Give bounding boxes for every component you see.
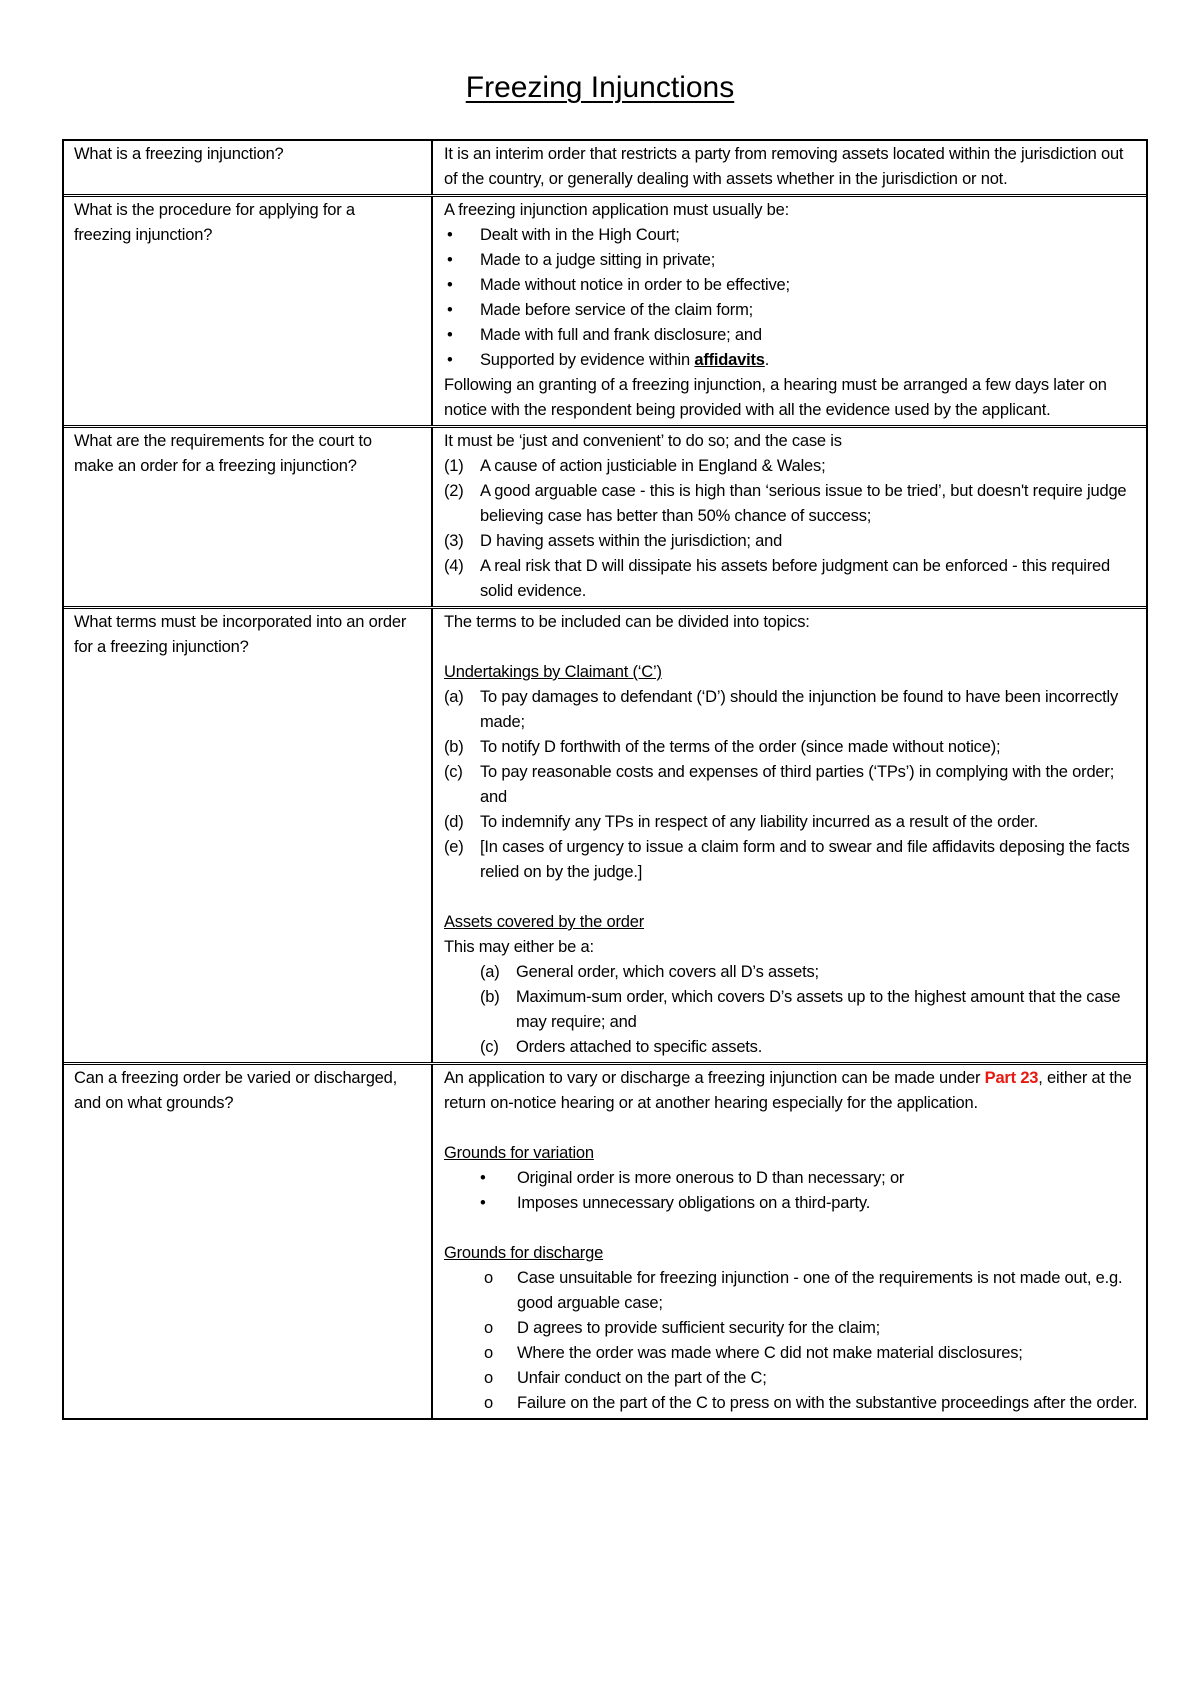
text-segment: An application to vary or discharge a freezing injunction can be made under — [444, 1069, 985, 1087]
table-row — [64, 425, 1146, 606]
list-item-text: [In cases of urgency to issue a claim form and to swear and file affidavits deposing the facts relied on by the judge.] — [480, 838, 1130, 881]
list-item-text: A cause of action justiciable in England & Wales; — [480, 457, 826, 475]
circle-bullet-icon: o — [484, 1344, 493, 1362]
circle-bullet-icon: o — [484, 1319, 493, 1337]
list-item — [444, 760, 1138, 810]
list-marker: (1) — [444, 457, 464, 475]
list-item-text: Where the order was made where C did not make material disclosures; — [517, 1344, 1023, 1362]
list-marker: (4) — [444, 557, 464, 575]
section-heading: Assets covered by the order — [444, 913, 645, 931]
list-item — [444, 454, 1138, 479]
list-marker: (c) — [480, 1038, 499, 1056]
bullet-icon: • — [447, 276, 453, 294]
list-item — [444, 685, 1138, 735]
question-cell: What terms must be incorporated into an order for a freezing injunction? — [64, 609, 433, 1062]
answer-intro: The terms to be included can be divided into topics: — [444, 613, 810, 631]
answer-intro: It must be ‘just and convenient’ to do so; and the case is — [444, 432, 842, 450]
list-item-text: D having assets within the jurisdiction; and — [480, 532, 783, 550]
list-marker: (a) — [444, 688, 464, 706]
list-item-text: Unfair conduct on the part of the C; — [517, 1369, 767, 1387]
list-item — [444, 248, 1138, 273]
section-heading: Undertakings by Claimant (‘C’) — [444, 663, 662, 681]
text-segment: , either at the return on-notice hearing or at another hearing especially for the application. — [444, 1069, 1132, 1112]
list-marker: (2) — [444, 482, 464, 500]
answer-cell — [433, 428, 1146, 606]
list-item-text: Case unsuitable for freezing injunction - one of the requirements is not made out, e.g. good arguable case; — [517, 1269, 1123, 1312]
list-item — [444, 1366, 1138, 1391]
text-segment: Supported by evidence within — [480, 351, 695, 369]
list-item — [444, 1391, 1138, 1416]
list-item — [444, 1266, 1138, 1316]
list-item-text: Failure on the part of the C to press on with the substantive proceedings after the order. — [517, 1394, 1138, 1412]
list-item-text: To indemnify any TPs in respect of any liability incurred as a result of the order. — [480, 813, 1039, 831]
list-item — [444, 985, 1138, 1035]
answer-cell — [433, 197, 1146, 425]
list-marker: (d) — [444, 813, 464, 831]
circle-bullet-icon: o — [484, 1269, 493, 1287]
section-heading: Grounds for variation — [444, 1144, 594, 1162]
list-item-text: A good arguable case - this is high than ‘serious issue to be tried’, but doesn't require judge believing case has better than 50% chance of success; — [480, 482, 1127, 525]
list-item — [444, 735, 1138, 760]
list-item — [444, 1035, 1138, 1060]
list-item — [444, 298, 1138, 323]
answer-outro: Following an granting of a freezing injunction, a hearing must be arranged a few days later on notice with the respondent being provided with all the evidence used by the applicant. — [444, 376, 1107, 419]
answer-text: It is an interim order that restricts a party from removing assets located within the jurisdiction out of the country, or generally dealing with assets whether in the jurisdiction or not. — [444, 145, 1124, 188]
affidavits-emphasis: affidavits — [694, 351, 765, 369]
bullet-icon: • — [447, 301, 453, 319]
list-item-text: To notify D forthwith of the terms of the order (since made without notice); — [480, 738, 1001, 756]
list-item-text: A real risk that D will dissipate his assets before judgment can be enforced - this required solid evidence. — [480, 557, 1111, 600]
list-item-text: Dealt with in the High Court; — [480, 226, 680, 244]
answer-cell — [433, 141, 1146, 194]
bullet-icon: • — [447, 326, 453, 344]
list-item-text: Made with full and frank disclosure; and — [480, 326, 762, 344]
list-item — [444, 835, 1138, 885]
list-marker: (c) — [444, 763, 463, 781]
answer-cell — [433, 609, 1146, 1062]
list-item-text: To pay reasonable costs and expenses of third parties (‘TPs’) in complying with the order; and — [480, 763, 1115, 806]
answer-intro — [444, 1066, 1138, 1116]
list-item-text: Original order is more onerous to D than necessary; or — [517, 1169, 905, 1187]
list-item-text: Imposes unnecessary obligations on a third-party. — [517, 1194, 871, 1212]
part-23-highlight: Part 23 — [984, 1069, 1039, 1087]
list-item — [444, 223, 1138, 248]
list-item — [444, 529, 1138, 554]
list-item-text: Made before service of the claim form; — [480, 301, 754, 319]
list-marker: (b) — [480, 988, 500, 1006]
list-item — [444, 1166, 1138, 1191]
list-item-text: Maximum-sum order, which covers D’s assets up to the highest amount that the case may require; and — [516, 988, 1121, 1031]
list-marker: (a) — [480, 963, 500, 981]
list-item-text: D agrees to provide sufficient security for the claim; — [517, 1319, 881, 1337]
section-heading: Grounds for discharge — [444, 1244, 604, 1262]
list-marker: (3) — [444, 532, 464, 550]
list-item-text — [480, 348, 1138, 373]
list-item-text: Made without notice in order to be effective; — [480, 276, 790, 294]
bullet-icon: • — [480, 1194, 486, 1212]
bullet-icon: • — [447, 226, 453, 244]
list-item — [444, 1341, 1138, 1366]
table-row — [64, 1062, 1146, 1418]
list-item-text: Made to a judge sitting in private; — [480, 251, 716, 269]
question-cell: What are the requirements for the court to make an order for a freezing injunction? — [64, 428, 433, 606]
table-row — [64, 194, 1146, 425]
list-item — [444, 323, 1138, 348]
list-item — [444, 960, 1138, 985]
list-item — [444, 810, 1138, 835]
list-item — [444, 554, 1138, 604]
list-item — [444, 1191, 1138, 1216]
qa-table — [62, 139, 1148, 1420]
list-marker: (e) — [444, 838, 464, 856]
bullet-icon: • — [447, 351, 453, 369]
list-marker: (b) — [444, 738, 464, 756]
list-item — [444, 479, 1138, 529]
table-row — [64, 141, 1146, 194]
list-item — [444, 348, 1138, 373]
section-intro: This may either be a: — [444, 938, 594, 956]
answer-intro: A freezing injunction application must usually be: — [444, 201, 789, 219]
list-item — [444, 273, 1138, 298]
question-cell: Can a freezing order be varied or discharged, and on what grounds? — [64, 1065, 433, 1418]
question-cell: What is a freezing injunction? — [64, 141, 433, 194]
document-title: Freezing Injunctions — [465, 71, 735, 104]
list-item-text: To pay damages to defendant (‘D’) should the injunction be found to have been incorrectly made; — [480, 688, 1119, 731]
question-cell: What is the procedure for applying for a freezing injunction? — [64, 197, 433, 425]
list-item-text: General order, which covers all D’s assets; — [516, 963, 819, 981]
list-item — [444, 1316, 1138, 1341]
table-row — [64, 606, 1146, 1062]
circle-bullet-icon: o — [484, 1369, 493, 1387]
bullet-icon: • — [447, 251, 453, 269]
list-item-text: Orders attached to specific assets. — [516, 1038, 763, 1056]
bullet-icon: • — [480, 1169, 486, 1187]
text-segment: . — [764, 351, 770, 369]
answer-cell — [433, 1065, 1146, 1418]
circle-bullet-icon: o — [484, 1394, 493, 1412]
